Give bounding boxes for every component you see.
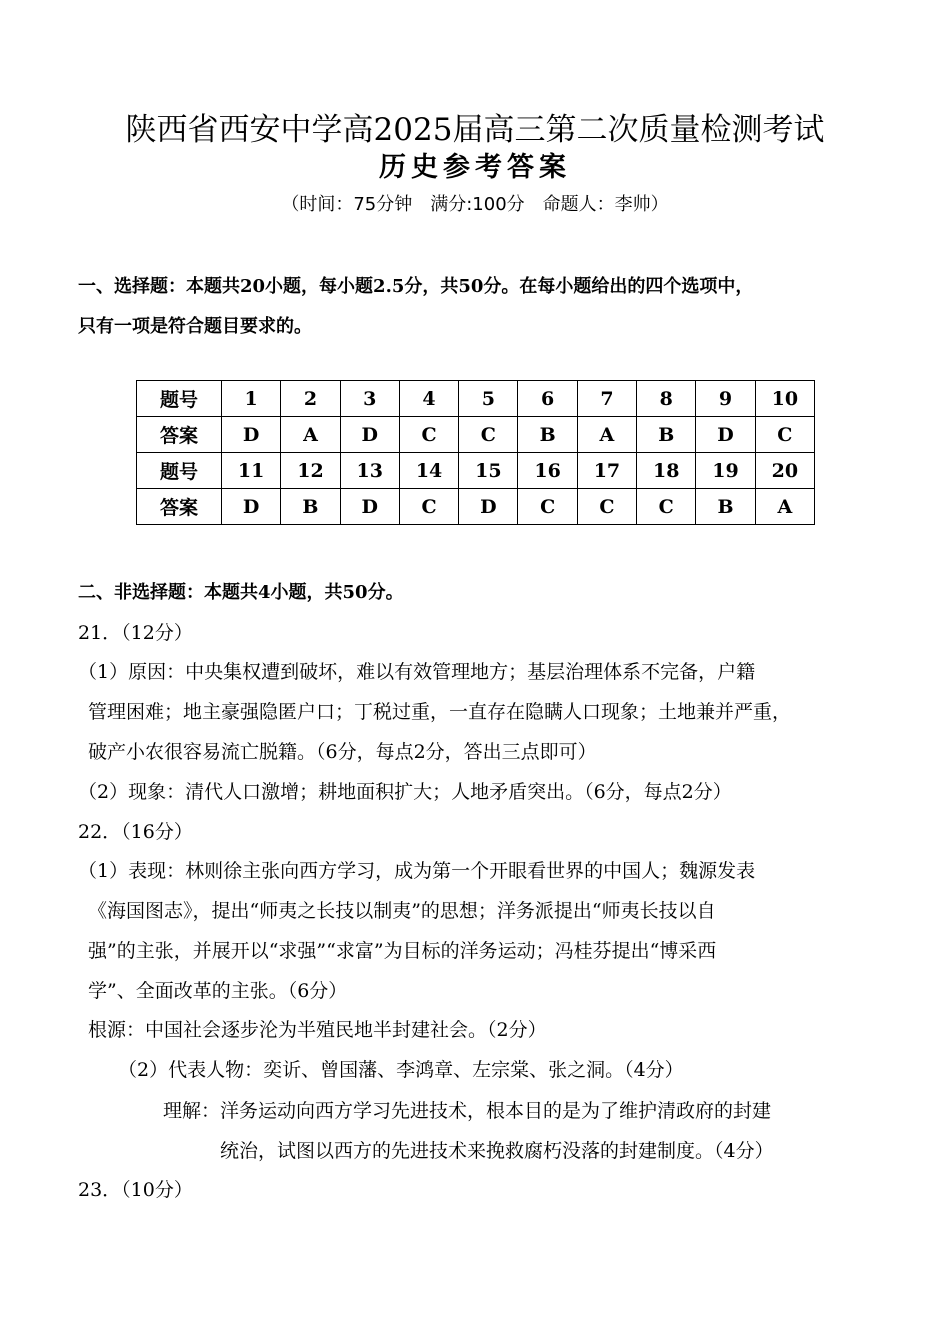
- table-cell: 17: [577, 453, 636, 489]
- table-cell: D: [222, 489, 281, 525]
- table-cell: B: [696, 489, 755, 525]
- section2-heading: 二、非选择题：本题共4小题，共50分。: [78, 582, 404, 603]
- table-cell: A: [281, 417, 340, 453]
- table-row: [137, 453, 815, 489]
- q22-p2-understanding-line2: 统治，试图以西方的先进技术来挽救腐朽没落的封建制度。（4分）: [220, 1140, 774, 1162]
- q21-p2: （2）现象：清代人口激增；耕地面积扩大；人地矛盾突出。（6分，每点2分）: [78, 781, 732, 803]
- table-cell: 7: [577, 381, 636, 417]
- table-cell: C: [399, 489, 458, 525]
- table-cell: 13: [340, 453, 399, 489]
- q21-title: 21．（12分）: [78, 622, 193, 644]
- table-cell: 14: [399, 453, 458, 489]
- q22-p2: （2）代表人物：奕䜣、曾国藩、李鸿章、左宗棠、张之洞。（4分）: [118, 1059, 684, 1081]
- table-cell: C: [755, 417, 814, 453]
- table-label-number: 题号: [137, 453, 222, 489]
- table-cell: 12: [281, 453, 340, 489]
- table-row: [137, 381, 815, 417]
- table-cell: C: [399, 417, 458, 453]
- table-label-number: 题号: [137, 381, 222, 417]
- table-cell: B: [281, 489, 340, 525]
- table-cell: D: [340, 489, 399, 525]
- table-cell: 5: [459, 381, 518, 417]
- q22-title: 22．（16分）: [78, 821, 193, 843]
- table-cell: 2: [281, 381, 340, 417]
- q21-p1-line2: 管理困难；地主豪强隐匿户口；丁税过重，一直存在隐瞒人口现象；土地兼并严重，: [88, 701, 792, 723]
- q22-p1-root: 根源：中国社会逐步沦为半殖民地半封建社会。（2分）: [88, 1019, 547, 1041]
- table-cell: 10: [755, 381, 814, 417]
- table-label-answer: 答案: [137, 489, 222, 525]
- table-cell: D: [696, 417, 755, 453]
- table-cell: B: [637, 417, 696, 453]
- table-cell: 20: [755, 453, 814, 489]
- table-cell: 18: [637, 453, 696, 489]
- table-cell: 11: [222, 453, 281, 489]
- table-cell: 4: [399, 381, 458, 417]
- q21-p1-line1: （1）原因：中央集权遭到破坏，难以有效管理地方；基层治理体系不完备，户籍: [78, 661, 756, 683]
- table-cell: 3: [340, 381, 399, 417]
- q23-title: 23．（10分）: [78, 1179, 193, 1201]
- section1-heading-line2: 只有一项是符合题目要求的。: [78, 316, 312, 337]
- table-cell: 9: [696, 381, 755, 417]
- q22-p1-line2: 《海国图志》，提出“师夷之长技以制夷”的思想；洋务派提出“师夷长技以自: [88, 900, 716, 922]
- section1-heading-line1: 一、选择题：本题共20小题，每小题2.5分，共50分。在每小题给出的四个选项中，: [78, 276, 754, 297]
- table-cell: C: [459, 417, 518, 453]
- table-cell: 1: [222, 381, 281, 417]
- answer-table: [136, 380, 815, 525]
- document-subtitle: 历史参考答案: [379, 152, 571, 183]
- table-cell: C: [577, 489, 636, 525]
- table-label-answer: 答案: [137, 417, 222, 453]
- table-cell: C: [518, 489, 577, 525]
- table-cell: 8: [637, 381, 696, 417]
- q22-p1-line4: 学”、全面改革的主张。（6分）: [88, 980, 348, 1002]
- q22-p1-line1: （1）表现：林则徐主张向西方学习，成为第一个开眼看世界的中国人；魏源发表: [78, 860, 756, 882]
- table-cell: D: [222, 417, 281, 453]
- table-cell: B: [518, 417, 577, 453]
- table-cell: 19: [696, 453, 755, 489]
- exam-meta: （时间：75分钟 满分:100分 命题人：李帅）: [281, 194, 669, 215]
- table-row: [137, 489, 815, 525]
- table-cell: 6: [518, 381, 577, 417]
- q22-p2-understanding-line1: 理解：洋务运动向西方学习先进技术，根本目的是为了维护清政府的封建: [163, 1100, 772, 1122]
- q21-p1-line3: 破产小农很容易流亡脱籍。（6分，每点2分，答出三点即可）: [88, 741, 597, 763]
- table-cell: D: [340, 417, 399, 453]
- q22-p1-line3: 强”的主张，并展开以“求强”“求富”为目标的洋务运动；冯桂芬提出“博采西: [88, 940, 717, 962]
- table-cell: 15: [459, 453, 518, 489]
- table-cell: C: [637, 489, 696, 525]
- table-cell: A: [577, 417, 636, 453]
- table-cell: D: [459, 489, 518, 525]
- table-cell: A: [755, 489, 814, 525]
- table-cell: 16: [518, 453, 577, 489]
- exam-title: 陕西省西安中学高2025届高三第二次质量检测考试: [125, 112, 825, 148]
- table-row: [137, 417, 815, 453]
